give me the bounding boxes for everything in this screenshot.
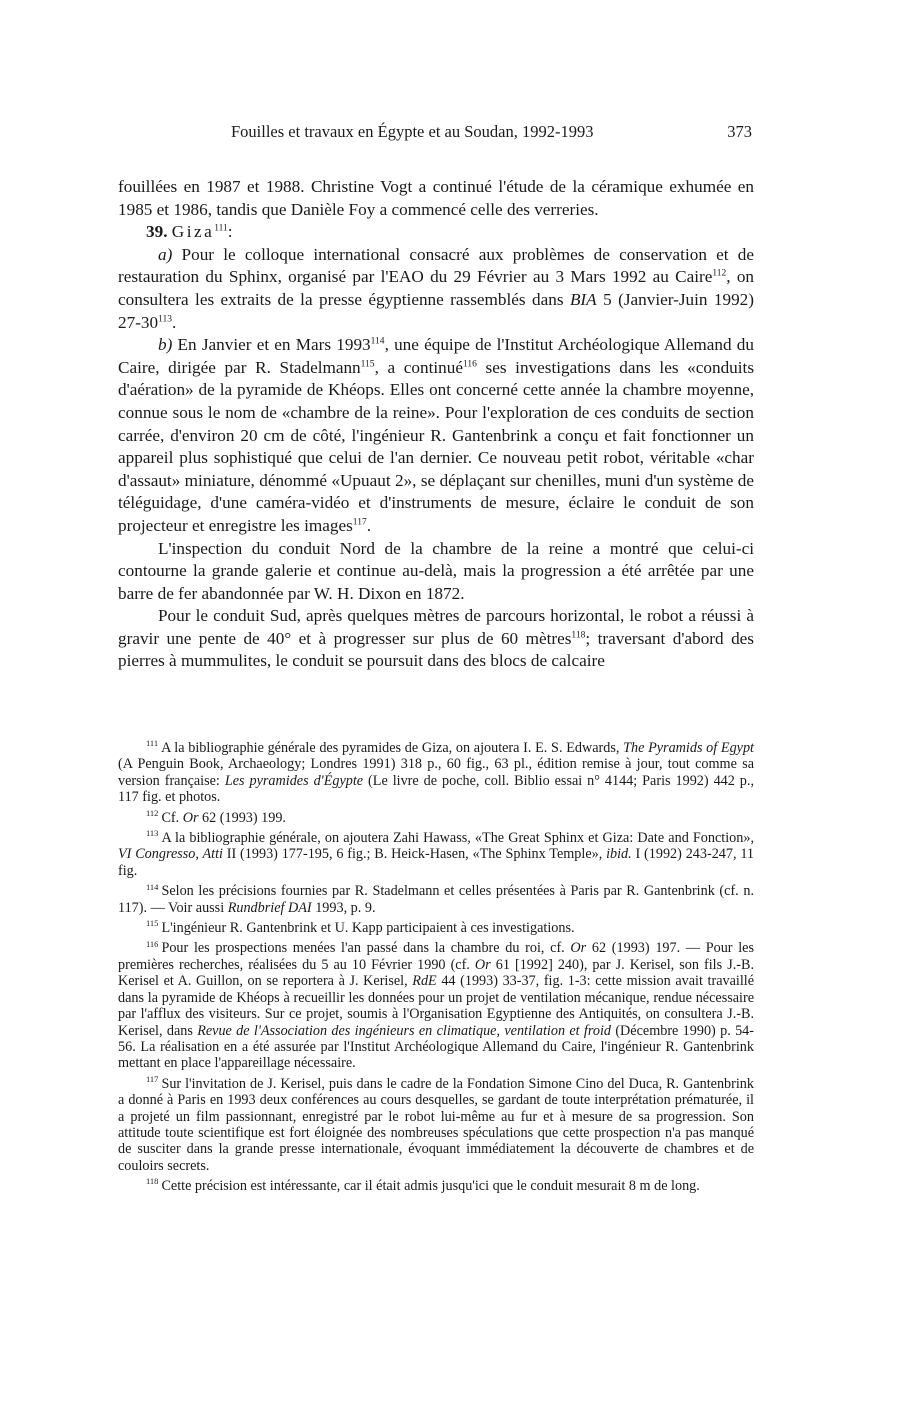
- footnote-118: [118, 1178, 754, 1194]
- footnote-113: [118, 830, 754, 879]
- text-run: , on consultera les extraits de la presse égyptienne rassemblés dans: [118, 267, 755, 309]
- text-run: (Le livre de poche, coll. Biblio essai n° 4144; Paris 1992) 442 p., 117 fig. et photos.: [118, 772, 754, 806]
- footnote-ref: 111: [214, 223, 228, 234]
- paragraph-label: a): [158, 244, 173, 264]
- footnotes: [118, 740, 754, 1199]
- text-run: (Décembre 1990) p. 54-56. La réalisation en a été assurée par l'Institut Archéologique Allemand du Caire, l'ingénieur R. Gantenbrink mettant en place l'appareillage nécessaire.: [118, 1022, 754, 1072]
- italic-run: BIA: [569, 289, 597, 309]
- paragraph-b: [118, 334, 754, 537]
- paragraph-label: b): [158, 335, 173, 355]
- footnote-114: [118, 883, 754, 916]
- footnote-ref: 118: [571, 630, 586, 641]
- text-run: , a continué: [374, 357, 463, 377]
- footnote-number: 113: [146, 828, 159, 839]
- italic-run: RdE: [412, 973, 437, 990]
- section-number: 39.: [146, 222, 168, 242]
- text-run: A la bibliographie générale des pyramides de Giza, on ajoutera I. E. S. Edwards,: [161, 740, 624, 756]
- text-run: I (1992) 243-247, 11 fig.: [118, 846, 754, 879]
- text-run: , une équipe de l'Institut Archéologique Allemand du Caire, dirigée par R. Stadelmann: [118, 335, 754, 377]
- paragraph-continued: fouillées en 1987 et 1988. Christine Vogt a continué l'étude de la céramique exhumée en 1985 et 1986, tandis que Danièle Foy a commencé celle des verreries.: [118, 177, 754, 219]
- text-run: L'ingénieur R. Gantenbrink et U. Kapp participaient à ces investigations.: [161, 920, 575, 937]
- footnote-number: 112: [146, 807, 159, 818]
- text-run: En Janvier et en Mars 1993: [172, 335, 371, 355]
- page-header: [118, 122, 754, 144]
- italic-run: The Pyramids of Egypt: [623, 740, 754, 756]
- text-run: ses investigations dans les «conduits d'aération» de la pyramide de Khéops. Elles ont concerné cette année la chambre moyenne, connue sous le nom de «chambre de la reine». Pour l'exploration de ces conduits de section carrée, d'environ 20 cm de côté, l'ingénieur R. Gantenbrink a conçu et fait fonctionner un appareil plus sophistiqué que celui de l'an dernier. Ce nouveau petit robot, véritable «char d'assaut» miniature, dénommé «Upuaut 2», se déplaçant sur chenilles, muni d'un système de téléguidage, d'une caméra-vidéo et d'instruments de mesure, éclaire le conduit de son projecteur et enregistre les images: [118, 357, 755, 535]
- section-heading: [118, 221, 754, 244]
- text-run: 44 (1993) 33-37, fig. 1-3: cette mission avait travaillé dans la pyramide de Khéops à recueillir les données pour un projet de ventilation mécanique, rendue nécessaire par l'afflux des visiteurs. Sur ce projet, soumis à l'Organisation Egyptienne des Antiquités, on consultera J.-B. Kerisel, dans: [118, 973, 755, 1039]
- footnote-111: [118, 740, 754, 806]
- page-number: 373: [727, 122, 752, 141]
- italic-run: Rundbrief DAI: [227, 899, 312, 916]
- footnote-117: [118, 1073, 754, 1174]
- text-run: Pour le conduit Sud, après quelques mètres de parcours horizontal, le robot a réussi à gravir une pente de 40° et à progresser sur plus de 60 mètres: [118, 606, 754, 648]
- italic-run: ibid.: [606, 846, 632, 863]
- body-text: [118, 176, 754, 673]
- text-run: II (1993) 177-195, 6 fig.; B. Heick-Hasen, «The Sphinx Temple»,: [222, 846, 607, 863]
- running-title: Fouilles et travaux en Égypte et au Soudan, 1992-1993: [231, 122, 594, 141]
- footnote-number: 118: [146, 1176, 159, 1187]
- footnote-112: [118, 807, 754, 826]
- italic-run: Les pyramides d'Égypte: [224, 772, 364, 789]
- text-run: .: [366, 515, 371, 535]
- italic-run: Revue de l'Association des ingénieurs en climatique, ventilation et froid: [197, 1022, 611, 1039]
- section-colon: :: [227, 222, 233, 242]
- section-title: Giza: [171, 222, 215, 242]
- italic-run: VI Congresso, Atti: [118, 846, 223, 863]
- paragraph-c: L'inspection du conduit Nord de la chambre de la reine a montré que celui-ci contourne la grande galerie et continue au-delà, mais la progression a été arrêtée par une barre de fer abandonnée par W. H. Dixon en 1872.: [118, 538, 754, 603]
- text-run: 61 [1992] 240), par J. Kerisel, son fils J.-B. Kerisel et A. Guillon, on se reportera à J. Kerisel,: [118, 956, 754, 990]
- text-run: Pour les prospections menées l'an passé dans la chambre du roi, cf.: [161, 940, 571, 957]
- text-run: .: [172, 312, 177, 332]
- italic-run: Or: [474, 956, 491, 973]
- text-run: Sur l'invitation de J. Kerisel, puis dans le cadre de la Fondation Simone Cino del Duca, R. Gantenbrink a donné à Paris en 1993 deux conférences au cours desquelles, se gardant de toute interprétation prématurée, il a projeté un film passionnant, enregistré par le robot lui-même au fur et à mesure de sa progression. Son attitude toute scientifique est fort éloignée des nombreuses spéculations que cette prospection n'a pas manqué de susciter dans la grande presse internationale, évoquant immédiatement la découverte de chambres et de couloirs secrets.: [118, 1075, 754, 1174]
- footnote-116: [118, 940, 754, 1071]
- footnote-number: 117: [146, 1073, 159, 1084]
- text-run: (A Penguin Book, Archaeology; Londres 1991) 318 p., 60 fig., 63 pl., édition remise à jour, tout comme sa version française:: [118, 756, 754, 789]
- footnote-number: 114: [146, 881, 159, 892]
- text-run: 1993, p. 9.: [311, 899, 376, 916]
- footnote-115: [118, 920, 754, 936]
- footnote-ref: 113: [158, 313, 173, 324]
- italic-run: Or: [570, 940, 587, 957]
- footnote-number: 116: [146, 938, 159, 949]
- text-run: A la bibliographie générale, on ajoutera Zahi Hawass, «The Great Sphinx et Giza: Date and Fonction»,: [161, 830, 754, 847]
- text-run: ; traversant d'abord des pierres à mummulites, le conduit se poursuit dans des blocs de calcaire: [118, 628, 754, 671]
- footnote-ref: 117: [352, 517, 367, 528]
- footnote-ref: 112: [712, 268, 727, 279]
- paragraph-d: [118, 605, 754, 673]
- text-run: Pour le colloque international consacré aux problèmes de conservation et de restauration du Sphinx, organisé par l'EAO du 29 Février au 3 Mars 1992 au Caire: [118, 244, 754, 287]
- text-run: Cf.: [161, 809, 183, 826]
- text-run: Cette précision est intéressante, car il était admis jusqu'ici que le conduit mesurait 8 m de long.: [161, 1178, 700, 1195]
- footnote-ref: 115: [360, 359, 375, 370]
- text-run: 62 (1993) 197. — Pour les premières recherches, réalisées du 5 au 10 Février 1990 (cf.: [118, 940, 754, 973]
- text-run: 5 (Janvier-Juin 1992) 27-30: [118, 289, 754, 332]
- footnote-number: 115: [146, 918, 159, 929]
- paragraph-a: [118, 244, 754, 334]
- footnote-number: 111: [146, 738, 159, 749]
- text-run: Selon les précisions fournies par R. Stadelmann et celles présentées à Paris par R. Gantenbrink (cf. n. 117). — Voir aussi: [118, 883, 754, 916]
- text-run: 62 (1993) 199.: [198, 809, 286, 826]
- footnote-ref: 116: [462, 359, 477, 370]
- footnote-ref: 114: [370, 336, 385, 347]
- italic-run: Or: [182, 809, 199, 826]
